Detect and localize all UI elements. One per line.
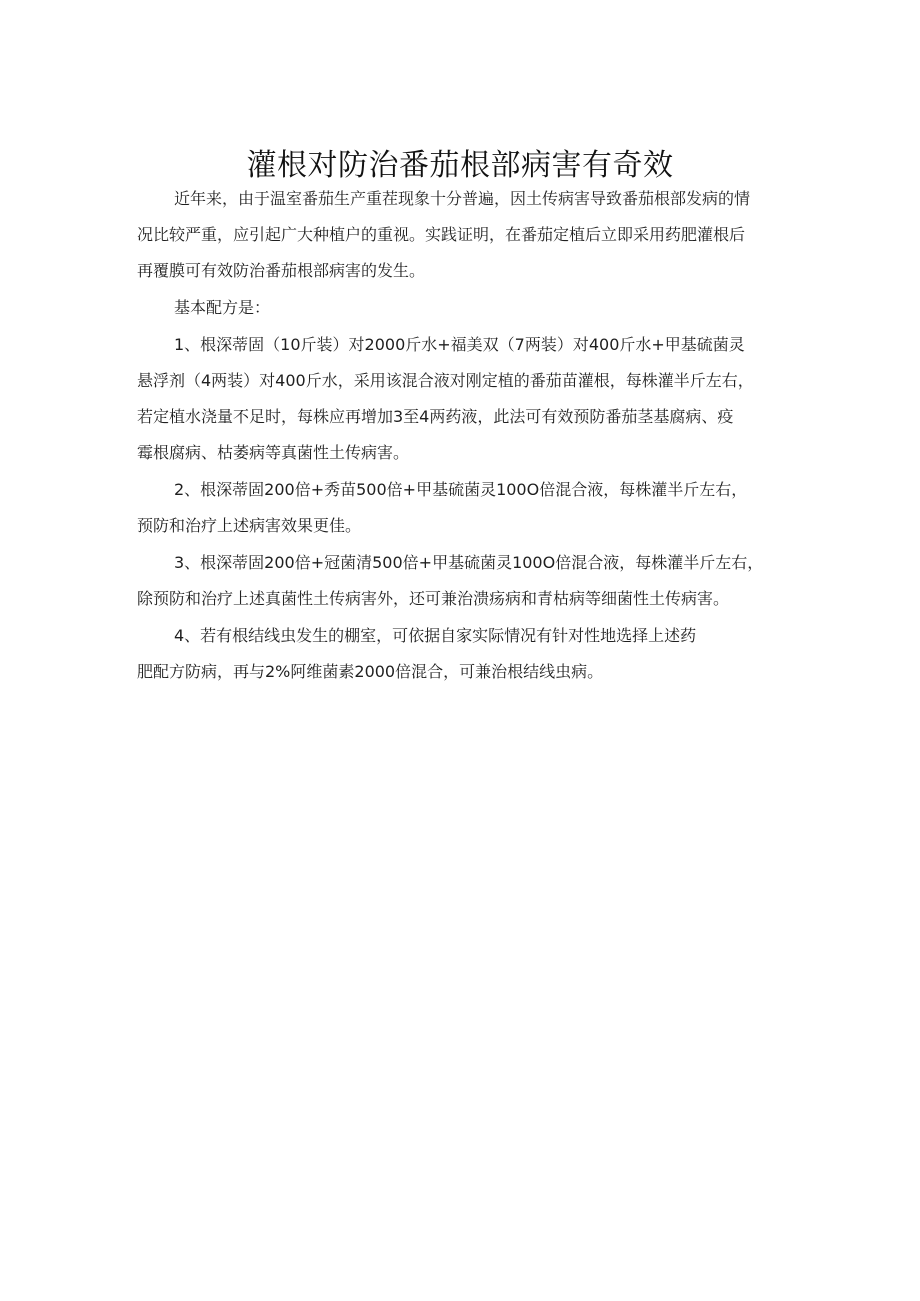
- document-body: [137, 181, 793, 690]
- paragraph-line: 况比较严重，应引起广大种植户的重视。实践证明，在番茄定植后立即采用药肥灌根后: [137, 225, 746, 244]
- paragraph-line: 再覆膜可有效防治番茄根部病害的发生。: [137, 261, 426, 280]
- paragraph-line: 近年来，由于温室番茄生产重茬现象十分普遍，因土传病害导致番茄根部发病的情: [174, 189, 751, 208]
- document-title: 灌根对防治番茄根部病害有奇效: [246, 148, 674, 184]
- paragraph-line: 3、根深蒂固200倍+冠菌清500倍+甲基硫菌灵100O倍混合液，每株灌半斤左右，: [174, 553, 764, 572]
- paragraph-line: 基本配方是：: [174, 298, 271, 317]
- paragraph-line: 1、根深蒂固（10斤装）对2000斤水+福美双（7两装）对400斤水+甲基硫菌灵: [174, 335, 745, 354]
- paragraph-line: 预防和治疗上述病害效果更佳。: [137, 516, 362, 535]
- paragraph-line: 霉根腐病、枯萎病等真菌性土传病害。: [137, 443, 410, 462]
- paragraph-line: 4、若有根结线虫发生的棚室，可依据自家实际情况有针对性地选择上述药: [174, 626, 697, 645]
- paragraph-line: 悬浮剂（4两装）对400斤水，采用该混合液对刚定植的番茄苗灌根，每株灌半斤左右，: [137, 371, 754, 390]
- paragraph-line: 肥配方防病，再与2%阿维菌素2000倍混合，可兼治根结线虫病。: [137, 662, 604, 681]
- paragraph-line: 若定植水浇量不足时，每株应再增加3至4两药液，此法可有效预防番茄茎基腐病、疫: [137, 407, 734, 426]
- paragraph-line: 2、根深蒂固200倍+秀苗500倍+甲基硫菌灵100O倍混合液，每株灌半斤左右，: [174, 480, 748, 499]
- paragraph-line: 除预防和治疗上述真菌性土传病害外，还可兼治溃疡病和青枯病等细菌性土传病害。: [137, 589, 730, 608]
